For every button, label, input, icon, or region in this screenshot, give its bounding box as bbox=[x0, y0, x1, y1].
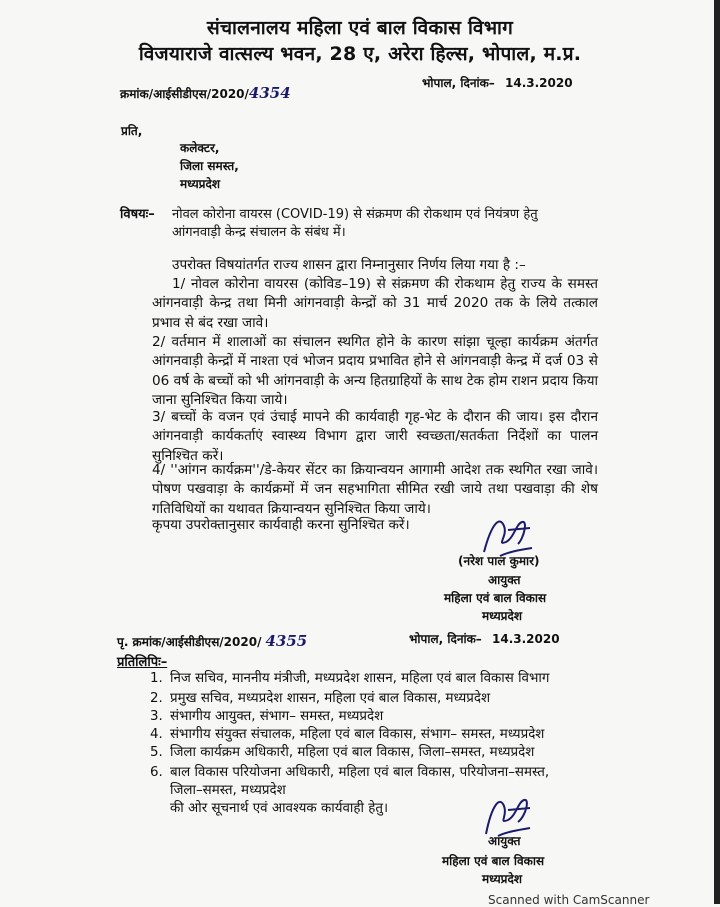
cc-purpose: की ओर सूचनार्थ एवं आवश्यक कार्यवाही हेतु। bbox=[170, 801, 389, 816]
body-para-3: 3/ बच्चों के वजन एवं उंचाई मापने की कार्यवाही गृह-भेट के दौरान की जाय। इस दौरान आंगनवाड़ी कार्यकर्ताएं स्वास्थ्य विभाग द्वारा जारी स्वच्छता/सतर्कता निर्देशों का पालन सुनिश्चित करें। bbox=[152, 409, 598, 464]
scan-edge-shadow bbox=[714, 0, 720, 904]
cc-item: 2. प्रमुख सचिव, मध्यप्रदेश शासन, महिला एवं बाल विकास, मध्यप्रदेश bbox=[150, 691, 491, 706]
ref-place-date-label: भोपाल, दिनांक– bbox=[422, 76, 495, 90]
signatory2-dept: महिला एवं बाल विकास bbox=[442, 854, 545, 868]
cc-item: 5. जिला कार्यक्रम अधिकारी, महिला एवं बाल विकास, जिला–समस्त, मध्यप्रदेश bbox=[150, 745, 535, 760]
copy-ref-place-date-label: भोपाल, दिनांक– bbox=[409, 632, 482, 646]
subject-line-2: आंगनवाड़ी केन्द्र संचालन के संबंध में। bbox=[172, 225, 346, 240]
scanner-watermark: Scanned with CamScanner bbox=[488, 893, 650, 907]
subject-label: विषयः– bbox=[120, 207, 155, 222]
signatory2-title: आयुक्त bbox=[488, 834, 521, 848]
ref-prefix: क्रमांक/आईसीडीएस/2020/ bbox=[120, 87, 249, 101]
signatory-state: मध्यप्रदेश bbox=[482, 609, 523, 623]
to-line-2: जिला समस्त, bbox=[180, 159, 239, 173]
body-intro: उपरोक्त विषयांतर्गत राज्य शासन द्वारा निम्नानुसार निर्णय लिया गया है :– bbox=[172, 257, 526, 273]
copy-ref-date-line bbox=[409, 630, 560, 647]
cc-item: 3. संभागीय आयुक्त, संभाग– समस्त, मध्यप्रदेश bbox=[150, 709, 384, 724]
header-line-2: विजयाराजे वात्सल्य भवन, 28 ए, अरेरा हिल्स, भोपाल, म.प्र. bbox=[138, 43, 582, 65]
subject-line-1: नोवल कोरोना वायरस (COVID-19) से संक्रमण की रोकथाम एवं नियंत्रण हेतु bbox=[172, 207, 538, 222]
ref-line bbox=[120, 84, 291, 102]
body-para-1: 1/ नोवल कोरोना वायरस (कोविड–19) से संक्रमण की रोकथाम हेतु राज्य के समस्त आंगनवाड़ी केन्द्र तथा मिनी आंगनवाड़ी केन्द्रों को 31 मार्च 2020 तक के लिये तत्काल प्रभाव से बंद रखा जावे। bbox=[152, 276, 598, 331]
ref-date-line bbox=[422, 74, 573, 91]
copy-ref-date: 14.3.2020 bbox=[492, 632, 560, 646]
signatory2-state: मध्यप्रदेश bbox=[482, 872, 523, 886]
cc-item: 6. बाल विकास परियोजना अधिकारी, महिला एवं बाल विकास, परियोजना–समस्त, bbox=[150, 765, 550, 780]
cc-label: प्रतिलिपिः– bbox=[117, 655, 168, 670]
cc-item: 4. संभागीय संयुक्त संचालक, महिला एवं बाल विकास, संभाग– समस्त, मध्यप्रदेश bbox=[150, 727, 545, 742]
copy-ref-line bbox=[117, 632, 307, 650]
ref-number: 4354 bbox=[248, 84, 291, 102]
copy-ref-prefix: पृ. क्रमांक/आईसीडीएस/2020/ bbox=[117, 635, 262, 649]
body-closing: कृपया उपरोक्तानुसार कार्यवाही करना सुनिश्चित करें। bbox=[152, 517, 410, 533]
signatory-title: आयुक्त bbox=[488, 573, 521, 587]
header-line-1: संचालनालय महिला एवं बाल विकास विभाग bbox=[206, 17, 514, 39]
body-para-2: 2/ वर्तमान में शालाओं का संचालन स्थगित होने के कारण सांझा चूल्हा कार्यक्रम अंतर्गत आंगनवाड़ी केन्द्रों में नाश्ता एवं भोजन प्रदाय प्रभावित होने से आंगनवाड़ी केन्द्र में दर्ज 03 से 06 वर्ष के बच्चों को भी आंगनवाड़ी के अन्य हितग्राहियों के साथ टेक होम राशन प्रदाय किया जाना सुनिश्चित किया जाये। bbox=[152, 334, 598, 409]
body-para-4: 4/ ''आंगन कार्यक्रम''/डे-केयर सेंटर का क्रियान्वयन आगामी आदेश तक स्थगित रखा जावे। पोषण पखवाड़ा के कार्यक्रमों में जन सहभागिता सीमित रखी जाये तथा पखवाड़ा की शेष गतिविधियों का यथावत क्रियान्वयन सुनिश्चित किया जाये। bbox=[152, 462, 598, 517]
to-label: प्रति, bbox=[121, 124, 143, 138]
copy-ref-number: 4355 bbox=[265, 632, 308, 650]
cc-item: 1. निज सचिव, माननीय मंत्रीजी, मध्यप्रदेश शासन, महिला एवं बाल विकास विभाग bbox=[150, 671, 550, 686]
signatory-dept: महिला एवं बाल विकास bbox=[444, 591, 547, 605]
to-line-1: कलेक्टर, bbox=[180, 141, 220, 155]
cc-item-6-continuation: जिला–समस्त, मध्यप्रदेश bbox=[170, 783, 286, 798]
signatory-name: (नरेश पाल कुमार) bbox=[458, 554, 540, 568]
to-line-3: मध्यप्रदेश bbox=[180, 177, 221, 191]
ref-date: 14.3.2020 bbox=[505, 76, 573, 90]
